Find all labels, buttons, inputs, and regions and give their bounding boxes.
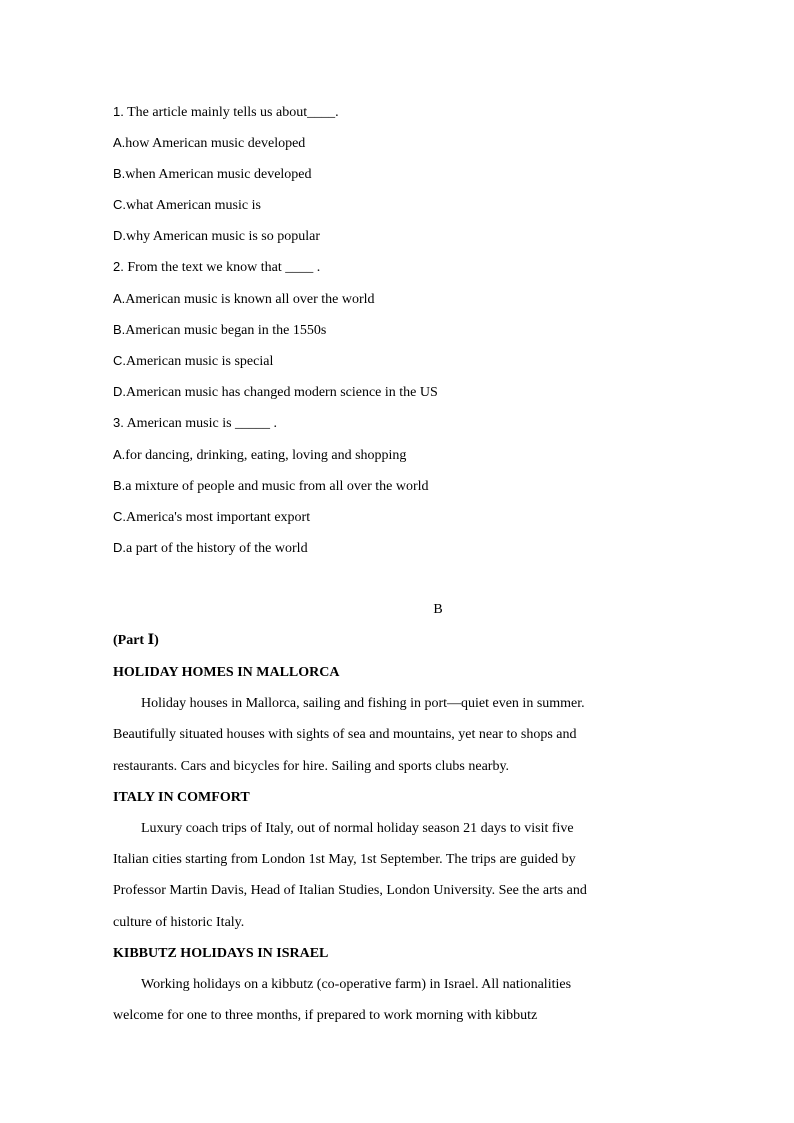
question-number: 1. <box>113 104 124 119</box>
question-3-option-a <box>113 446 406 465</box>
ad-mallorca-line-3: restaurants. Cars and bicycles for hire. Sailing and sports clubs nearby. <box>113 759 510 774</box>
ad-mallorca-line-1: Holiday houses in Mallorca, sailing and fishing in port—quiet even in summer. <box>141 696 585 711</box>
question-text: From the text we know that ____ . <box>123 260 321 275</box>
question-text: American music is _____ . <box>123 416 278 431</box>
option-letter: A. <box>113 447 126 462</box>
question-text: The article mainly tells us about____. <box>123 105 339 120</box>
option-text: America's most important export <box>126 510 311 525</box>
question-2-option-d <box>113 383 438 402</box>
question-3-option-d <box>113 539 308 558</box>
ad-kibbutz-line-1: Working holidays on a kibbutz (co-operative farm) in Israel. All nationalities <box>141 977 572 992</box>
option-text: a mixture of people and music from all over the world <box>125 479 429 494</box>
option-text: American music has changed modern science in the US <box>126 385 438 400</box>
ad-heading-italy: ITALY IN COMFORT <box>113 790 250 805</box>
option-letter: D. <box>113 228 126 243</box>
option-letter: D. <box>113 384 126 399</box>
ad-heading-mallorca: HOLIDAY HOMES IN MALLORCA <box>113 665 340 680</box>
option-letter: B. <box>113 166 126 181</box>
ad-italy-line-1: Luxury coach trips of Italy, out of normal holiday season 21 days to visit five <box>141 821 574 836</box>
question-1-option-a <box>113 134 305 153</box>
question-3-stem <box>113 414 277 433</box>
option-text: American music began in the 1550s <box>125 323 327 338</box>
question-number: 3. <box>113 415 124 430</box>
option-letter: A. <box>113 135 126 150</box>
option-letter: B. <box>113 478 126 493</box>
question-2-option-b <box>113 321 326 340</box>
question-2-stem <box>113 258 320 277</box>
option-letter: C. <box>113 509 126 524</box>
option-letter: A. <box>113 291 126 306</box>
option-text: when American music developed <box>125 167 312 182</box>
option-letter: B. <box>113 322 126 337</box>
option-text: American music is known all over the world <box>125 292 375 307</box>
question-1-stem <box>113 103 339 122</box>
question-2-option-c <box>113 352 273 371</box>
question-1-option-c <box>113 196 261 215</box>
option-text: American music is special <box>126 354 274 369</box>
ad-italy-line-2: Italian cities starting from London 1st May, 1st September. The trips are guided by <box>113 852 576 867</box>
option-letter: C. <box>113 197 126 212</box>
option-text: what American music is <box>126 198 261 213</box>
ad-mallorca-line-2: Beautifully situated houses with sights of sea and mountains, yet near to shops and <box>113 727 577 742</box>
ad-kibbutz-line-2: welcome for one to three months, if prepared to work morning with kibbutz <box>113 1008 538 1023</box>
option-text: for dancing, drinking, eating, loving and shopping <box>125 448 407 463</box>
question-number: 2. <box>113 259 124 274</box>
question-3-option-c <box>113 508 310 527</box>
option-text: why American music is so popular <box>126 229 321 244</box>
option-text: a part of the history of the world <box>126 541 308 556</box>
ad-heading-kibbutz: KIBBUTZ HOLIDAYS IN ISRAEL <box>113 946 329 961</box>
question-2-option-a <box>113 290 375 309</box>
option-letter: D. <box>113 540 126 555</box>
option-letter: C. <box>113 353 126 368</box>
question-1-option-b <box>113 165 312 184</box>
ad-italy-line-3: Professor Martin Davis, Head of Italian Studies, London University. See the arts and <box>113 883 587 898</box>
ad-italy-line-4: culture of historic Italy. <box>113 915 245 930</box>
section-letter: B <box>433 602 443 617</box>
question-3-option-b <box>113 477 429 496</box>
question-1-option-d <box>113 227 320 246</box>
option-text: how American music developed <box>125 136 306 151</box>
part-label: (Part Ⅰ) <box>113 633 159 648</box>
